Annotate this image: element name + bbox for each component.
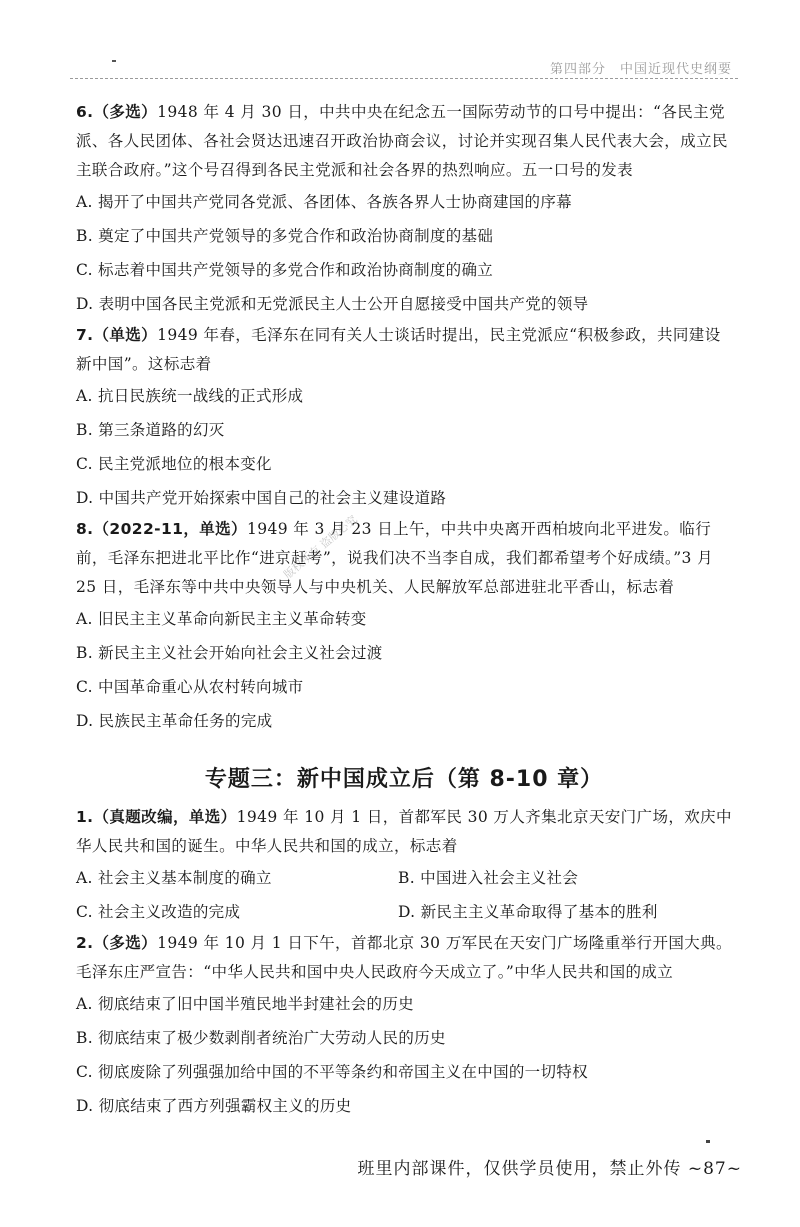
question-s3-1: [76, 803, 732, 929]
section-title: 专题三：新中国成立后（第 8-10 章）: [204, 767, 604, 792]
option-a: A. 社会主义基本制度的确立: [76, 869, 272, 887]
option-c: C. 社会主义改造的完成: [76, 903, 241, 921]
question-type-tag: （真题改编，单选）: [93, 808, 237, 826]
question-8: [76, 515, 732, 738]
running-header: [70, 56, 738, 79]
question-type-tag: （单选）: [93, 326, 158, 344]
option-a: A. 抗日民族统一战线的正式形成: [76, 387, 304, 405]
question-text: 1948 年 4 月 30 日，中共中央在纪念五一国际劳动节的口号中提出：“各民主党派、各人民团体、各社会贤达迅速召开政治协商会议，讨论并实现召集人民代表大会，成立民主联合政府。”这个号召得到各民主党派和社会各界的热烈响应。五一口号的发表: [76, 103, 728, 179]
question-text: 1949 年 10 月 1 日下午，首都北京 30 万军民在天安门广场隆重举行开国大典。毛泽东庄严宣告：“中华人民共和国中央人民政府今天成立了。”中华人民共和国的成立: [76, 934, 732, 981]
option-b: B. 新民主主义社会开始向社会主义社会过渡: [76, 644, 383, 662]
question-stem: [76, 803, 732, 861]
option-b: B. 第三条道路的幻灭: [76, 421, 225, 439]
option-row: [76, 861, 732, 895]
option-c: C. 民主党派地位的根本变化: [76, 455, 272, 473]
watermark: 版权所有 盗版必究: [281, 512, 360, 582]
question-number: 1.: [76, 808, 94, 826]
question-text: 1949 年 3 月 23 日上午，中共中央离开西柏坡向北平进发。临行前，毛泽东把进北平比作“进京赶考”，说我们决不当李自成，我们都希望考个好成绩。”3 月 25 日，毛泽东等中共中央领导人与中央机关、人民解放军总部进驻北平香山，标志着: [76, 520, 714, 596]
question-type-tag: （多选）: [93, 934, 158, 952]
question-number: 6.: [76, 103, 94, 121]
option-d: D. 彻底结束了西方列强霸权主义的历史: [76, 1097, 352, 1115]
option-c: C. 标志着中国共产党领导的多党合作和政治协商制度的确立: [76, 261, 494, 279]
option-c: C. 中国革命重心从农村转向城市: [76, 678, 304, 696]
option-c: C. 彻底废除了列强强加给中国的不平等条约和帝国主义在中国的一切特权: [76, 1063, 588, 1081]
option-d: D. 民族民主革命任务的完成: [76, 712, 273, 730]
scan-mark: [706, 1140, 710, 1143]
option-b: B. 中国进入社会主义社会: [398, 869, 579, 887]
page-footer: 班里内部课件，仅供学员使用，禁止外传 ~87~: [357, 1159, 742, 1179]
option-a: A. 旧民主主义革命向新民主主义革命转变: [76, 610, 367, 628]
header-text: 第四部分 中国近现代史纲要: [549, 62, 732, 77]
option-row: [76, 895, 732, 929]
question-s3-2: [76, 929, 732, 1123]
option-d: D. 表明中国各民主党派和无党派民主人士公开自愿接受中国共产党的领导: [76, 295, 589, 313]
option-d: D. 中国共产党开始探索中国自己的社会主义建设道路: [76, 489, 447, 507]
option-a: A. 揭开了中国共产党同各党派、各团体、各族各界人士协商建国的序幕: [76, 193, 572, 211]
question-type-tag: （2022-11，单选）: [93, 520, 247, 538]
question-stem: [76, 321, 732, 379]
content-area: [76, 98, 732, 1123]
option-b: B. 奠定了中国共产党领导的多党合作和政治协商制度的基础: [76, 227, 494, 245]
question-text: 1949 年 10 月 1 日，首都军民 30 万人齐集北京天安门广场，欢庆中华人民共和国的诞生。中华人民共和国的成立，标志着: [76, 808, 732, 855]
question-stem: [76, 929, 732, 987]
option-d: D. 新民主主义革命取得了基本的胜利: [398, 903, 658, 921]
question-number: 2.: [76, 934, 94, 952]
scan-mark: [112, 60, 116, 62]
question-7: [76, 321, 732, 515]
question-stem: [76, 515, 732, 602]
option-b: B. 彻底结束了极少数剥削者统治广大劳动人民的历史: [76, 1029, 446, 1047]
question-6: [76, 98, 732, 321]
question-text: 1949 年春，毛泽东在同有关人士谈话时提出，民主党派应“积极参政，共同建设新中国”。这标志着: [76, 326, 721, 373]
question-type-tag: （多选）: [93, 103, 158, 121]
question-number: 7.: [76, 326, 94, 344]
option-a: A. 彻底结束了旧中国半殖民地半封建社会的历史: [76, 995, 414, 1013]
question-stem: [76, 98, 732, 185]
question-number: 8.: [76, 520, 94, 538]
